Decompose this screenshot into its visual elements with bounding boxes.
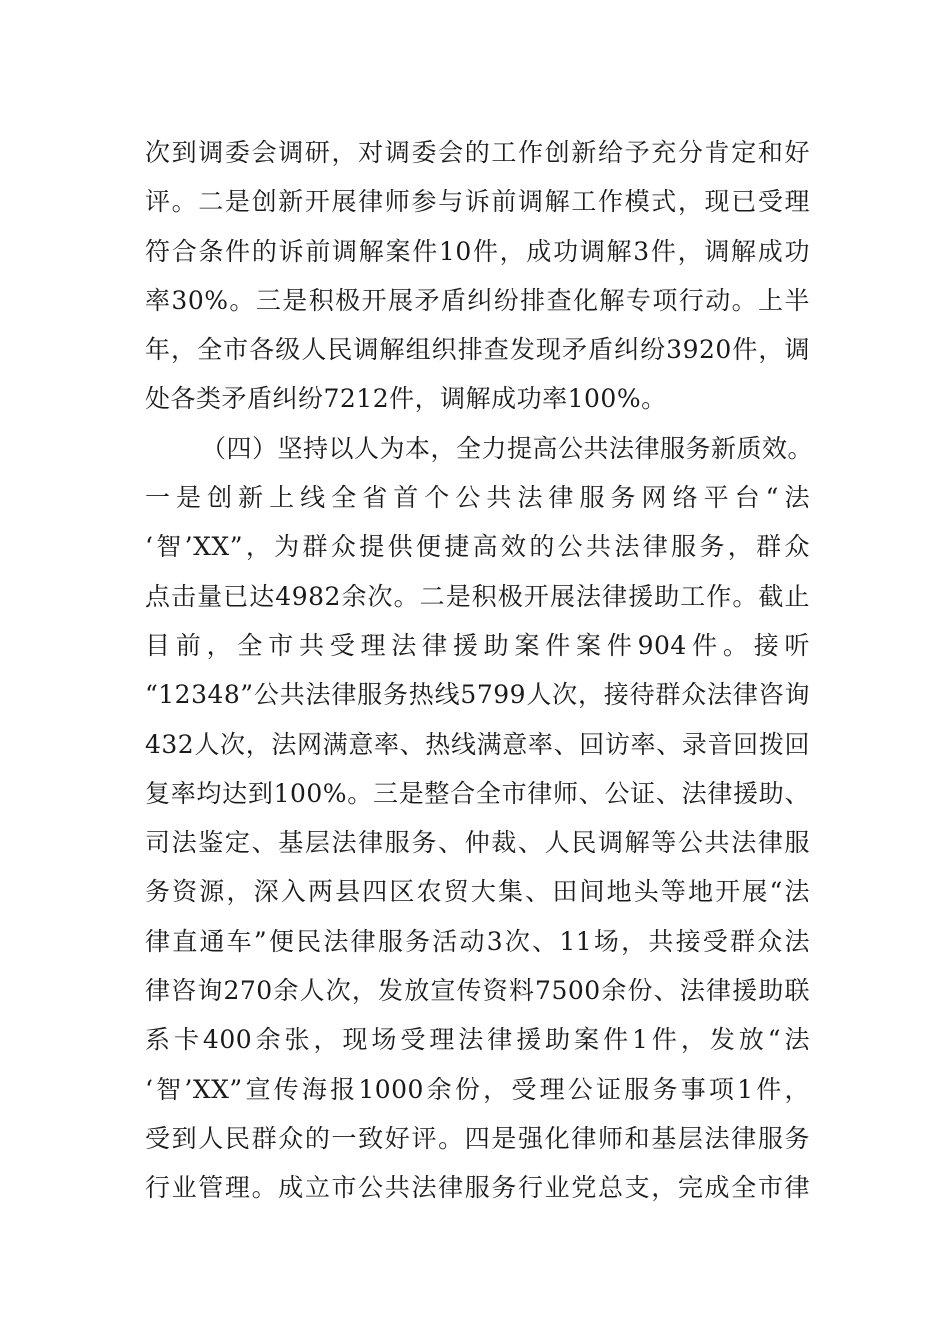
text-line: 系卡400余张，现场受理法律援助案件1件，发放“法 (145, 1025, 810, 1055)
text-line: 受到人民群众的一致好评。四是强化律师和基层法律服务 (145, 1123, 810, 1153)
text-line: 务资源，深入两县四区农贸大集、田间地头等地开展“法 (145, 877, 810, 907)
text-line: ‘智’XX”，为群众提供便捷高效的公共法律服务，群众 (145, 532, 810, 562)
text-line: 符合条件的诉前调解案件10件，成功调解3件，调解成功 (145, 236, 810, 266)
text-line: 处各类矛盾纠纷7212件，调解成功率100%。 (145, 384, 667, 414)
text-line: 评。二是创新开展律师参与诉前调解工作模式，现已受理 (145, 187, 810, 217)
text-line: 司法鉴定、基层法律服务、仲裁、人民调解等公共法律服 (145, 828, 810, 858)
body-text (145, 128, 814, 1213)
text-line: 一是创新上线全省首个公共法律服务网络平台“法 (145, 483, 810, 513)
text-line: 次到调委会调研，对调委会的工作创新给予充分肯定和好 (145, 138, 810, 167)
text-line: 律咨询270余人次，发放宣传资料7500余份、法律援助联 (145, 976, 810, 1006)
text-line: 目前，全市共受理法律援助案件案件904件。接听 (145, 630, 810, 660)
text-line: 行业管理。成立市公共法律服务行业党总支，完成全市律 (145, 1173, 810, 1203)
text-line: 年，全市各级人民调解组织排查发现矛盾纠纷3920件，调 (145, 335, 810, 365)
section-heading-line: （四）坚持以人为本，全力提高公共法律服务新质效。 (201, 433, 814, 463)
text-line: ‘智’XX”宣传海报1000余份，受理公证服务事项1件， (145, 1074, 810, 1104)
text-line: 复率均达到100%。三是整合全市律师、公证、法律援助、 (145, 778, 810, 808)
text-line: 432人次，法网满意率、热线满意率、回访率、录音回拨回 (145, 729, 810, 759)
text-line: 律直通车”便民法律服务活动3次、11场，共接受群众法 (145, 926, 810, 956)
text-line: 率30%。三是积极开展矛盾纠纷排查化解专项行动。上半 (145, 285, 810, 315)
text-line: 点击量已达4982余次。二是积极开展法律援助工作。截止 (145, 581, 810, 611)
text-line: “12348”公共法律服务热线5799人次，接待群众法律咨询 (145, 680, 810, 710)
